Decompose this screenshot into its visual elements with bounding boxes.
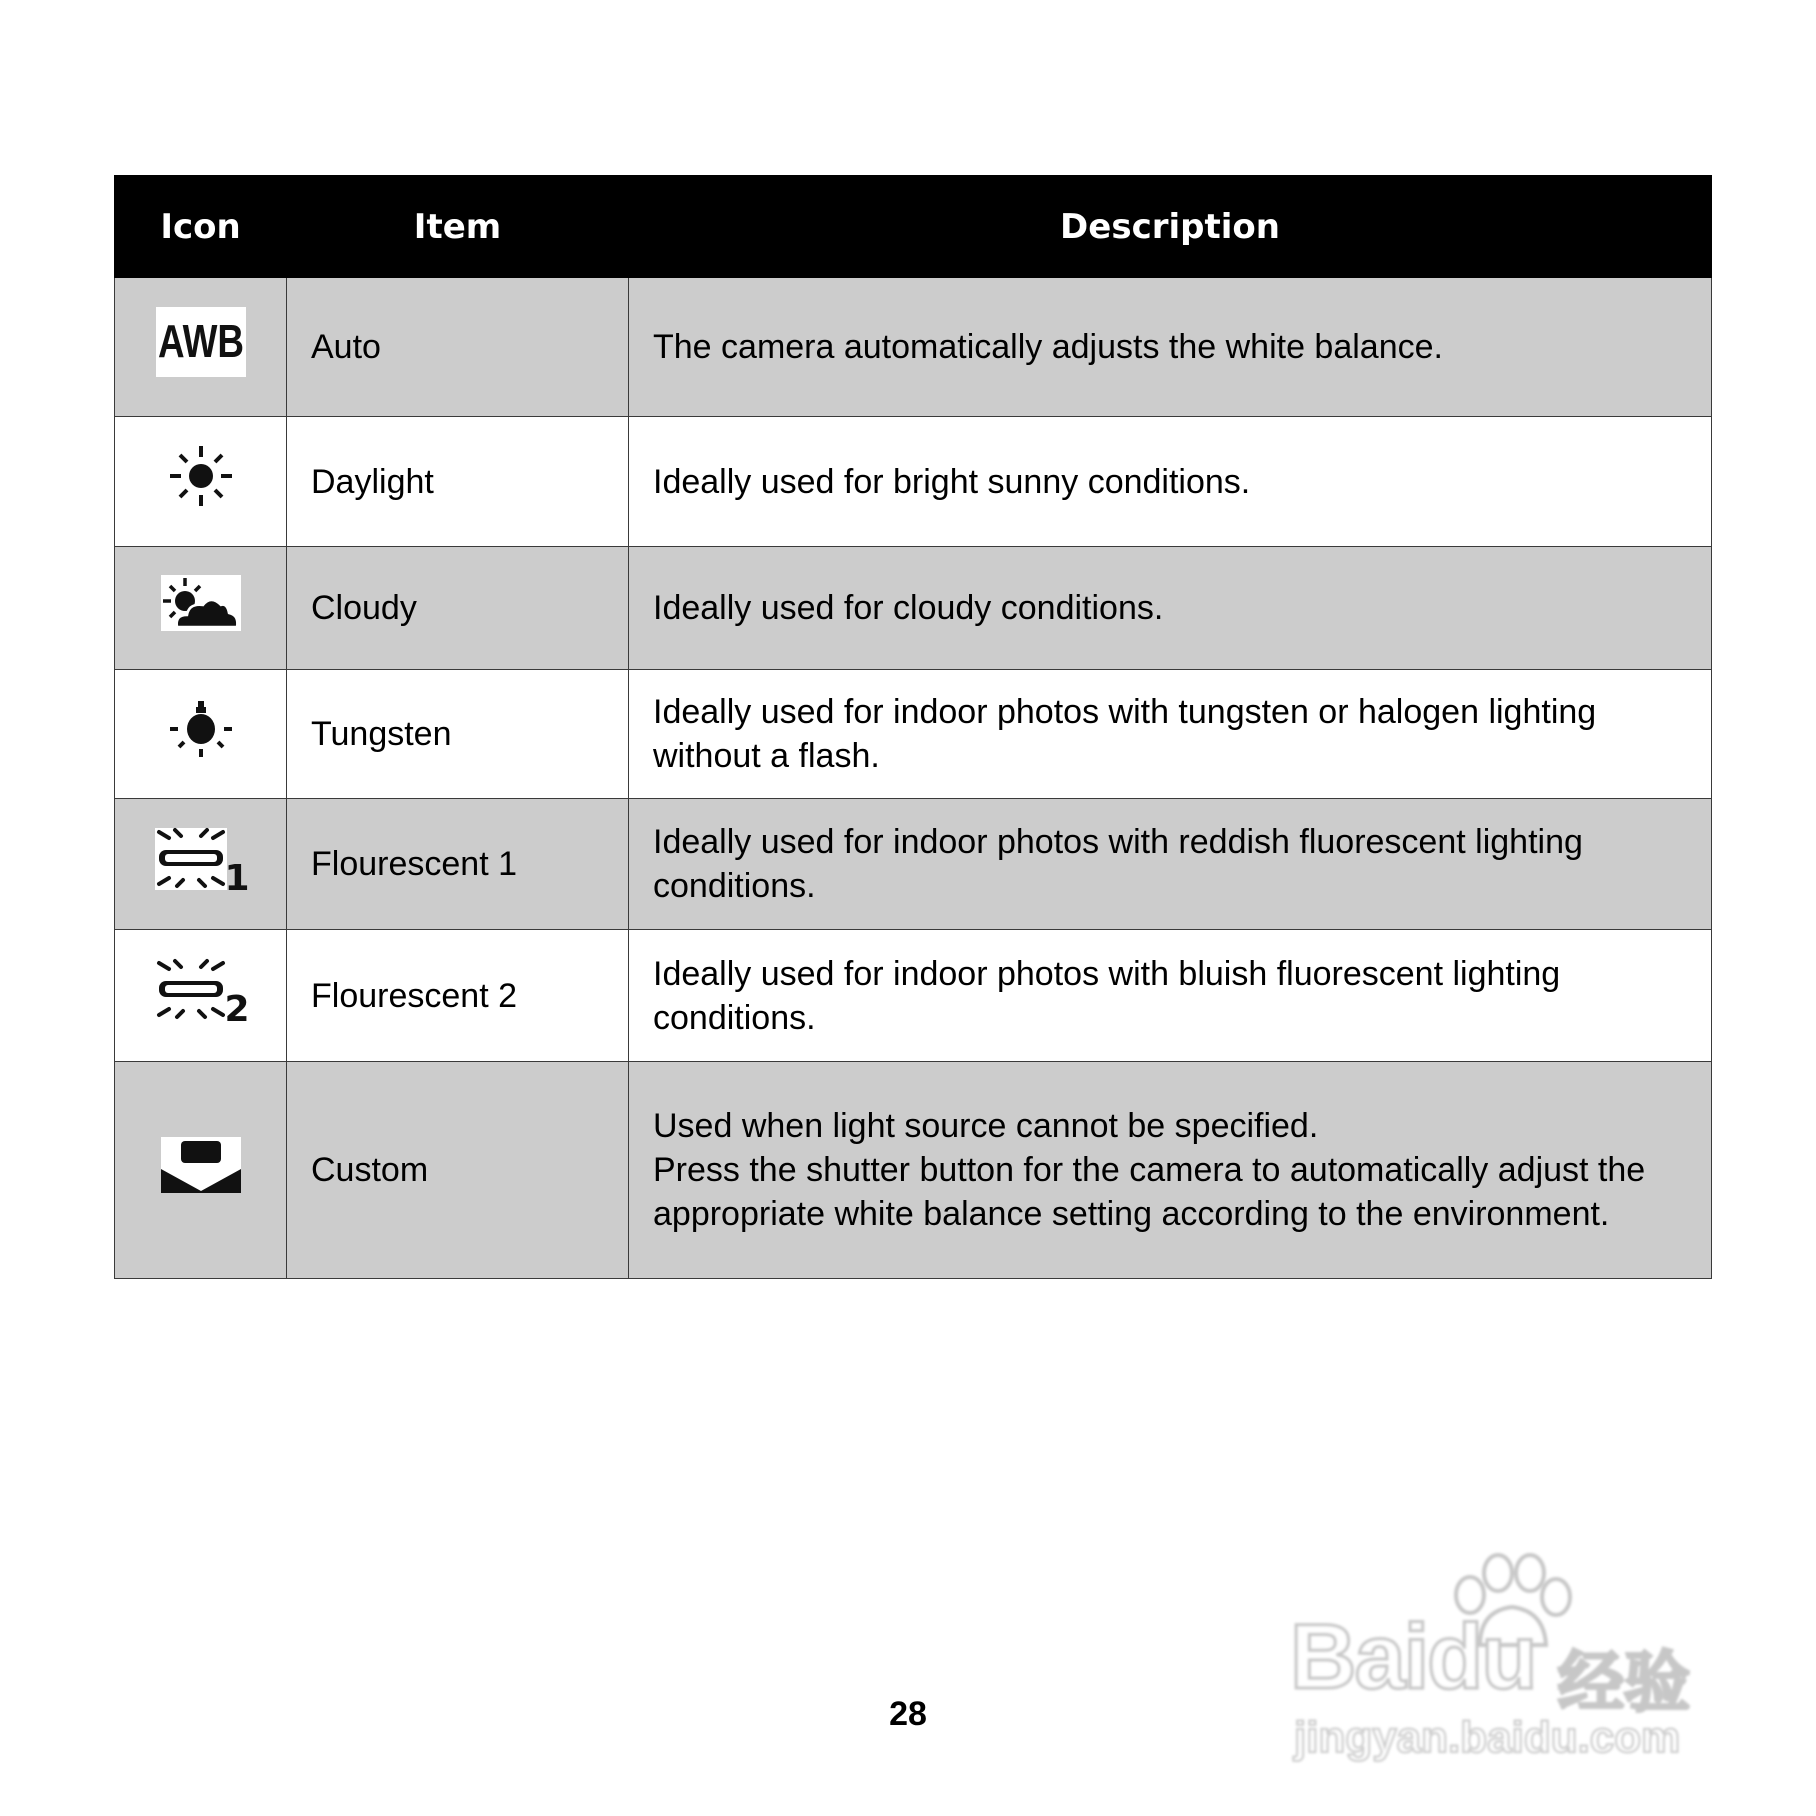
tungsten-bulb-icon [166,699,236,759]
item-description: The camera automatically adjusts the white balance. [629,278,1712,417]
white-balance-table [114,175,1712,1279]
table-row [115,799,1712,930]
item-name: Flourescent 2 [287,930,629,1062]
header-description: Description [629,176,1712,278]
svg-text:1: 1 [223,857,250,899]
page-number: 28 [889,1695,927,1733]
fluorescent-2-icon [155,957,250,1030]
item-name: Cloudy [287,547,629,670]
item-description: Ideally used for indoor photos with tungsten or halogen lighting without a flash. [629,670,1712,799]
item-description: Used when light source cannot be specified. Press the shutter button for the camera to automatically adjust the appropriate white balance setting according to the environment. [629,1062,1712,1279]
header-icon: Icon [115,176,287,278]
item-name: Auto [287,278,629,417]
item-description: Ideally used for indoor photos with bluish fluorescent lighting conditions. [629,930,1712,1062]
item-name: Daylight [287,417,629,547]
awb-icon [156,307,246,377]
sun-icon [166,444,236,508]
item-name: Flourescent 1 [287,799,629,930]
header-item: Item [287,176,629,278]
svg-text:AWB: AWB [157,314,244,367]
watermark-chinese: 经验 [1558,1644,1690,1721]
item-name: Custom [287,1062,629,1279]
table-row [115,417,1712,547]
table-row [115,670,1712,799]
table-row [115,930,1712,1062]
item-name: Tungsten [287,670,629,799]
watermark-url: jingyan.baidu.com [1294,1713,1681,1762]
fluorescent-1-icon [155,826,250,899]
table-row [115,278,1712,417]
custom-wb-icon [161,1137,241,1193]
table-row [115,1062,1712,1279]
item-description: Ideally used for bright sunny conditions. [629,417,1712,547]
watermark-text: Baidu [1290,1606,1536,1708]
item-description: Ideally used for cloudy conditions. [629,547,1712,670]
svg-text:2: 2 [223,989,250,1030]
baidu-jingyan-watermark [1290,1545,1720,1765]
table-row [115,547,1712,670]
table-header-row [115,176,1712,278]
cloudy-icon [161,575,241,631]
item-description: Ideally used for indoor photos with reddish fluorescent lighting conditions. [629,799,1712,930]
